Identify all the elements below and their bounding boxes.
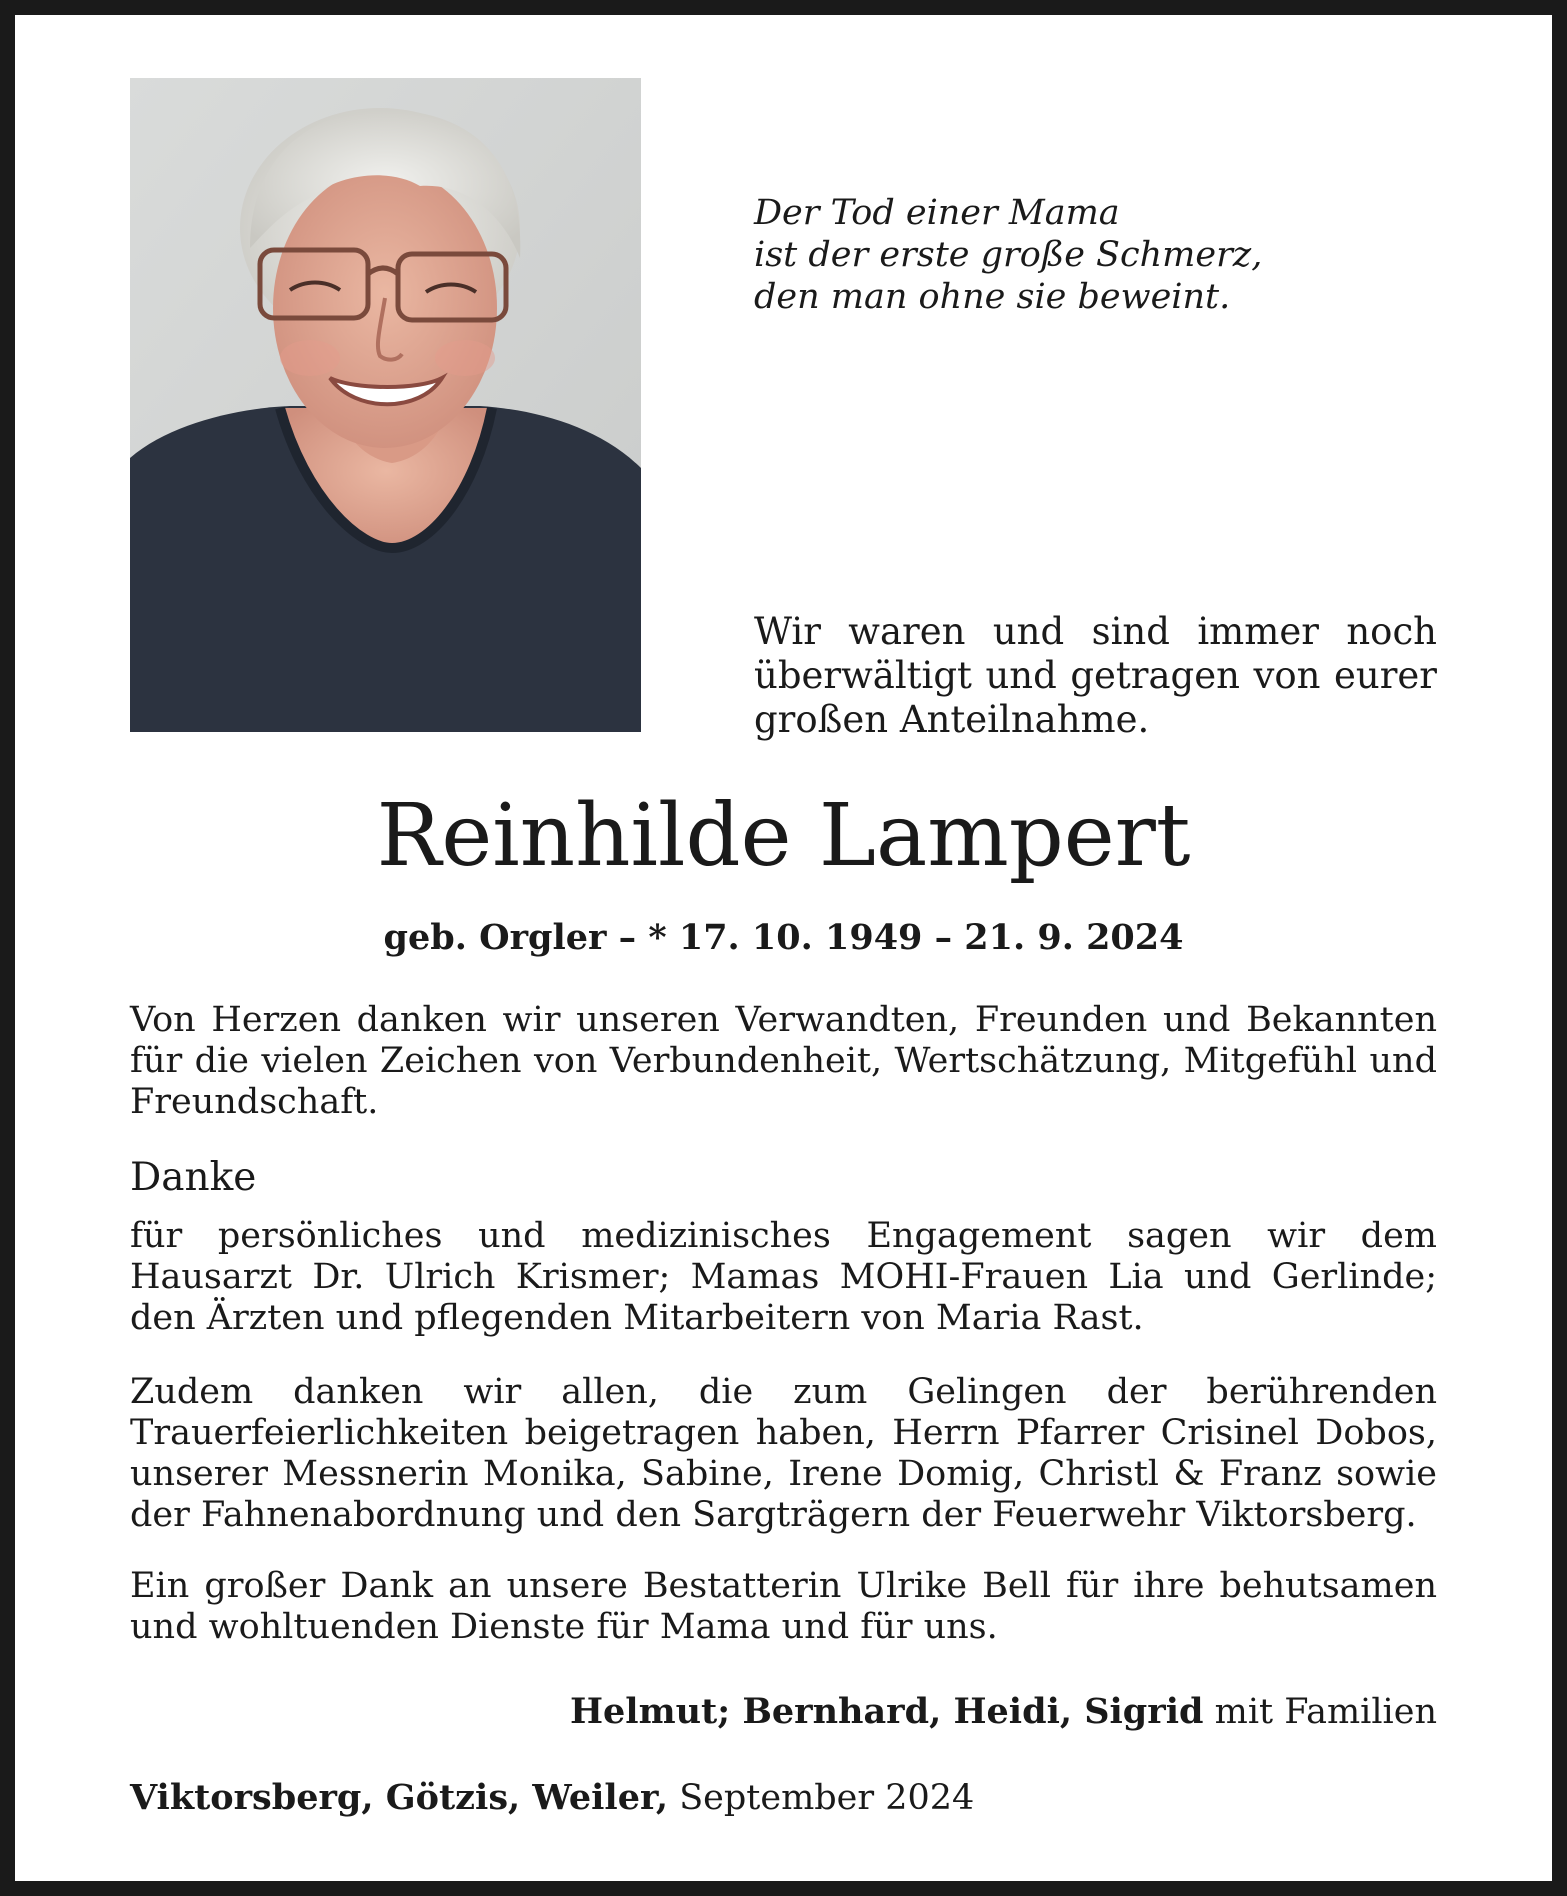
quote-line: ist der erste große Schmerz,	[754, 235, 1263, 275]
portrait-photo	[130, 78, 641, 732]
deceased-name: Reinhilde Lampert	[376, 786, 1191, 886]
medical-thanks-paragraph: für persönliches und medizinisches Engagement sagen wir dem Hausarzt Dr. Ulrich Krismer; Mamas MOHI-Frauen Lia und Gerlinde; den Ärzten und pflegenden Mitarbeitern von Maria Rast.	[130, 1216, 1437, 1338]
intro-text: Wir waren und sind immer noch überwältigt und getragen von eurer großen Anteilnahme.	[754, 610, 1437, 741]
danke-heading: Danke	[130, 1155, 257, 1200]
family-names: Helmut; Bernhard, Heidi, Sigrid	[569, 1691, 1204, 1732]
notice-date: September 2024	[668, 1778, 975, 1818]
quote-line: Der Tod einer Mama	[754, 193, 1120, 233]
quote-line: den man ohne sie beweint.	[754, 277, 1231, 317]
place-and-date	[130, 1776, 1437, 1820]
family-signature	[130, 1690, 1437, 1734]
funeral-director-thanks-paragraph: Ein großer Dank an unsere Bestatterin Ulrike Bell für ihre behutsamen und wohltuenden Dienste für Mama und für uns.	[130, 1566, 1437, 1647]
family-suffix: mit Familien	[1203, 1692, 1437, 1732]
birth-death-dates: geb. Orgler – * 17. 10. 1949 – 21. 9. 2024	[383, 917, 1184, 958]
memorial-quote	[754, 192, 1454, 318]
place-towns: Viktorsberg, Götzis, Weiler,	[130, 1777, 669, 1818]
ceremony-thanks-paragraph: Zudem danken wir allen, die zum Gelingen der berührenden Trauerfeierlichkeiten beigetragen haben, Herrn Pfarrer Crisinel Dobos, unserer Messnerin Monika, Sabine, Irene Domig, Christl & Franz sowie der Fahnenabordnung und den Sargträgern der Feuerwehr Viktorsberg.	[130, 1372, 1437, 1535]
thanks-paragraph: Von Herzen danken wir unseren Verwandten, Freunden und Bekannten für die vielen Zeichen von Verbundenheit, Wertschätzung, Mitgefühl und Freundschaft.	[130, 1000, 1437, 1122]
